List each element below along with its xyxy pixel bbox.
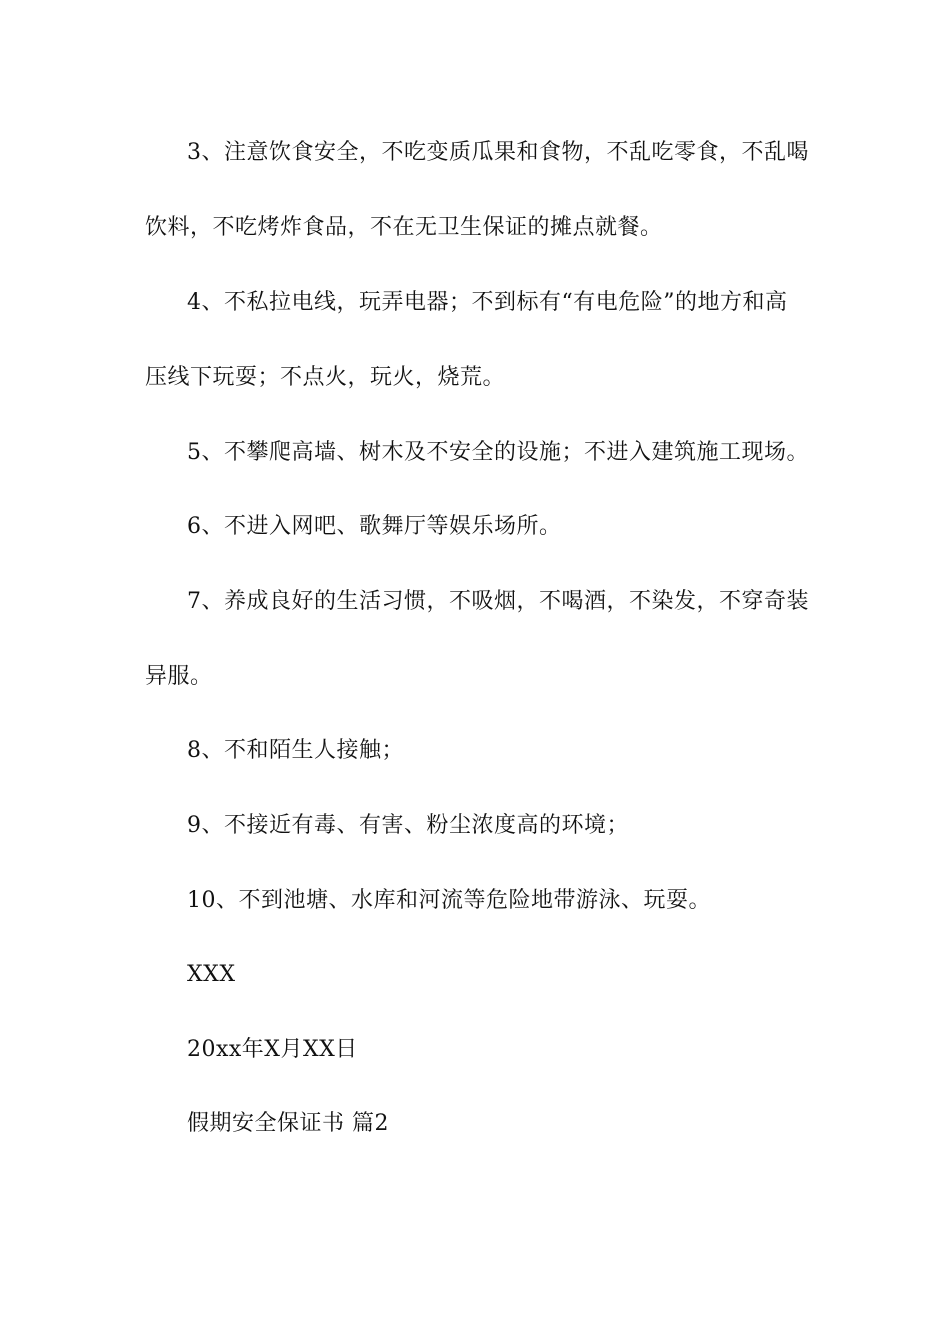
item-3-line-1: 3、注意饮食安全，不吃变质瓜果和食物，不乱吃零食，不乱喝 [187,140,809,165]
item-5-line-1: 5、不攀爬高墙、树木及不安全的设施；不进入建筑施工现场。 [187,440,809,465]
item-3-line-2: 饮料，不吃烤炸食品，不在无卫生保证的摊点就餐。 [145,215,663,240]
item-6-line-1: 6、不进入网吧、歌舞厅等娱乐场所。 [187,514,562,539]
item-8-line-1: 8、不和陌生人接触； [187,738,404,763]
item-4-line-2: 压线下玩耍；不点火，玩火，烧荒。 [145,365,506,390]
next-section-title: 假期安全保证书 篇2 [187,1111,389,1136]
date: 20xx年X月XX日 [187,1037,358,1062]
item-7-line-1: 7、养成良好的生活习惯，不吸烟，不喝酒，不染发，不穿奇装 [187,589,809,614]
item-7-line-2: 异服。 [145,664,213,689]
item-4-line-1: 4、不私拉电线，玩弄电器；不到标有“有电危险”的地方和高 [187,290,788,315]
signature: XXX [187,962,236,987]
item-9-line-1: 9、不接近有毒、有害、粉尘浓度高的环境； [187,813,629,838]
item-10-line-1: 10、不到池塘、水库和河流等危险地带游泳、玩耍。 [187,888,711,913]
